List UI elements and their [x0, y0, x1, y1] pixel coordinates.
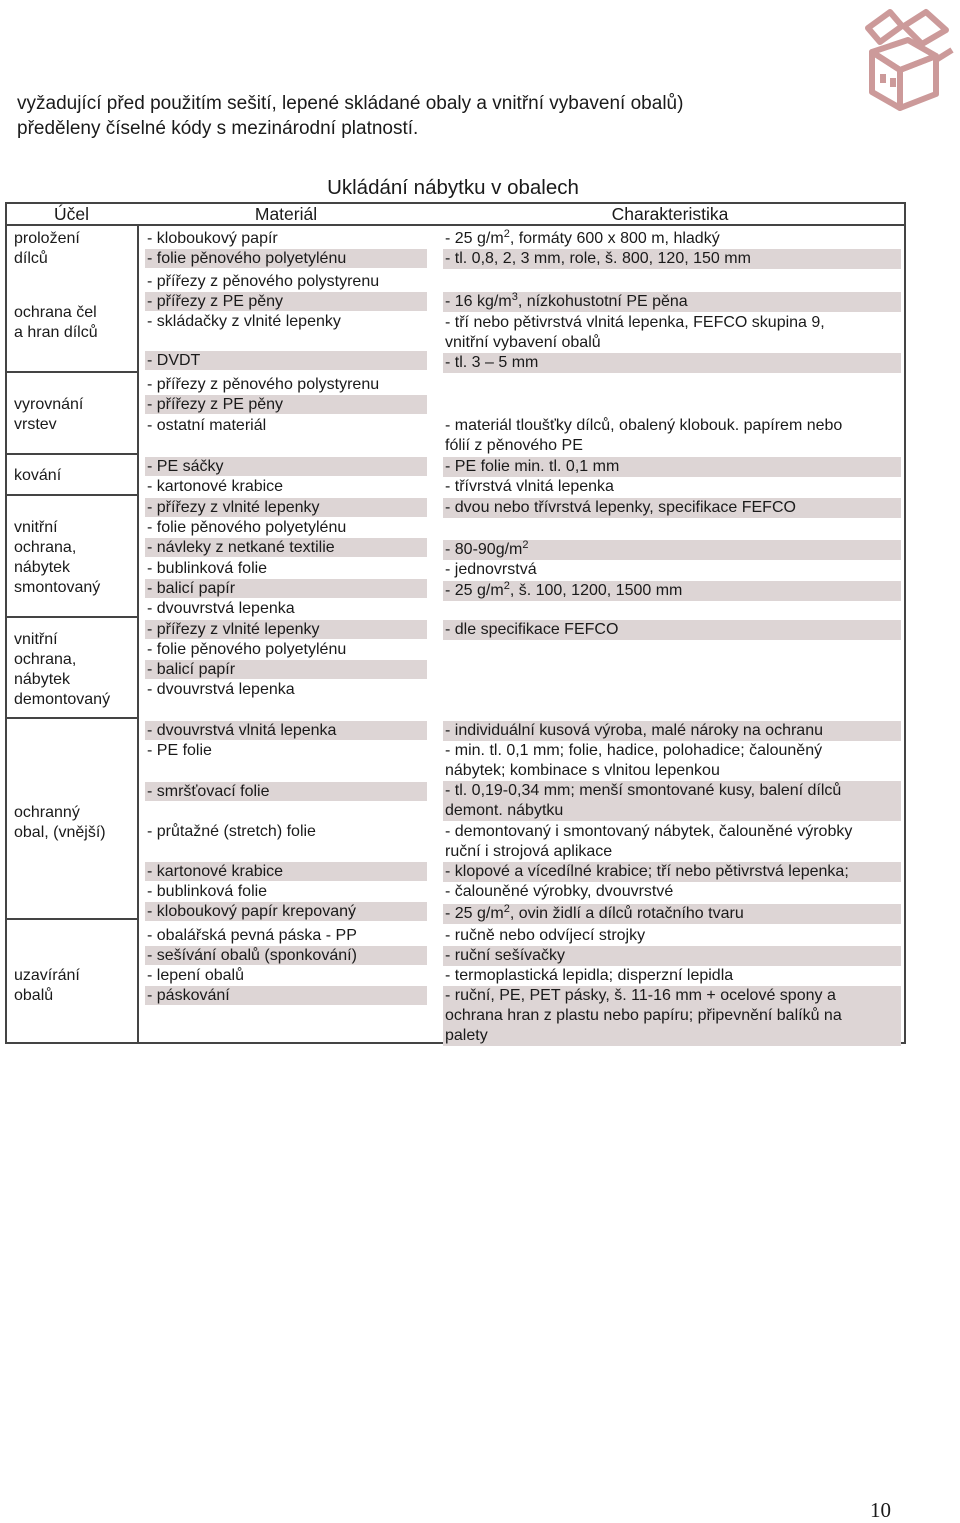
- header-material: Materiál: [254, 204, 318, 224]
- characteristic-item: - individuální kusová výroba, malé nároky na ochranu: [443, 721, 901, 741]
- purpose-cell-fittings: [14, 466, 61, 486]
- purpose-text: vnitřní: [14, 519, 58, 536]
- material-item: - bublinková folie: [147, 560, 268, 577]
- material-item: - páskování: [145, 986, 427, 1005]
- material-item: - dvouvrstvá lepenka: [147, 681, 295, 698]
- material-item: - přířezy z pěnového polystyrenu: [147, 273, 380, 290]
- material-item: - ostatní materiál: [147, 417, 267, 434]
- characteristic-item: nábytek; kombinace s vlnitou lepenkou: [445, 762, 720, 779]
- purpose-cell-leveling: [14, 395, 83, 435]
- characteristic-item: ochrana hran z plastu nebo papíru; připevnění balíků na: [443, 1006, 901, 1026]
- characteristic-item: - tl. 0,8, 2, 3 mm, role, š. 800, 120, 150 mm: [443, 249, 901, 269]
- material-item: - folie pěnového polyetylénu: [145, 249, 427, 268]
- characteristic-item: - tl. 3 – 5 mm: [443, 353, 901, 373]
- material-item: - kloboukový papír krepovaný: [145, 902, 427, 921]
- row-divider: [5, 494, 138, 496]
- material-item: - DVDT: [145, 351, 427, 370]
- purpose-text: vnitřní: [14, 631, 58, 648]
- purpose-cell-inner-assembled: [14, 518, 100, 598]
- characteristic-item: - 25 $g/m^2$, ovin židlí a dílců rotačního tvaru: [443, 904, 901, 924]
- characteristic-item: - jednovrstvá: [445, 561, 537, 578]
- row-divider: [5, 918, 138, 920]
- purpose-text: kování: [14, 467, 62, 484]
- purpose-text: obal, (vnější): [14, 824, 106, 841]
- purpose-text: proložení: [14, 230, 80, 247]
- material-item: - průtažné (stretch) folie: [147, 823, 316, 840]
- characteristic-item: - $80-90g/m^2$: [443, 540, 901, 560]
- purpose-text: vyrovnání: [14, 396, 84, 413]
- purpose-text: demontovaný: [14, 691, 111, 708]
- material-item: - návleky z netkané textilie: [145, 538, 427, 557]
- material-item: - sešívání obalů (sponkování): [145, 946, 427, 965]
- characteristic-item: - ruční sešívačky: [443, 946, 901, 966]
- purpose-text: nábytek: [14, 671, 71, 688]
- material-item: - kartonové krabice: [147, 478, 284, 495]
- intro-line-1: vyžadující před použitím sešití, lepené skládané obaly a vnitřní vybavení obalů): [17, 93, 684, 114]
- box-character-logo-icon: [838, 4, 956, 122]
- purpose-text: nábytek: [14, 559, 71, 576]
- purpose-text: ochrana čel: [14, 304, 97, 321]
- characteristic-item: vnitřní vybavení obalů: [445, 334, 601, 351]
- material-item: - balicí papír: [145, 660, 427, 679]
- header-purpose: Účel: [53, 204, 89, 224]
- purpose-text: a hran dílců: [14, 324, 98, 341]
- purpose-cell-insertion: [14, 229, 80, 269]
- row-divider: [5, 717, 138, 719]
- characteristic-item: - termoplastická lepidla; disperzní lepidla: [445, 967, 734, 984]
- page-number: 10: [870, 1498, 891, 1522]
- characteristic-item: - dvou nebo třívrstvá lepenky, specifikace FEFCO: [443, 498, 901, 518]
- characteristic-item: ruční i strojová aplikace: [445, 843, 613, 860]
- purpose-text: uzavírání: [14, 967, 80, 984]
- characteristic-item: - klopové a vícedílné krabice; tří nebo pětivrstvá lepenka;: [443, 862, 901, 882]
- material-item: - lepení obalů: [147, 967, 244, 984]
- material-item: - přířezy z PE pěny: [145, 395, 427, 414]
- purpose-text: smontovaný: [14, 579, 101, 596]
- characteristic-item: - materiál tloušťky dílců, obalený klobouk. papírem nebo: [445, 417, 843, 434]
- purpose-text: ochranný: [14, 804, 80, 821]
- material-item: - kartonové krabice: [145, 862, 427, 881]
- characteristic-item: - tří nebo pětivrstvá vlnitá lepenka, FEFCO skupina 9,: [445, 314, 825, 331]
- characteristic-item: - ručně nebo odvíjecí strojky: [445, 927, 646, 944]
- purpose-cell-closing: [14, 966, 80, 1006]
- header-characteristic: Charakteristika: [611, 204, 729, 224]
- purpose-text: obalů: [14, 987, 54, 1004]
- characteristic-item: - 16 $kg/m^3$, nízkohustotní PE pěna: [443, 292, 901, 312]
- material-item: - PE sáčky: [145, 457, 427, 476]
- column-divider-purpose: [137, 224, 139, 1044]
- row-divider: [5, 371, 138, 373]
- purpose-cell-inner-disassembled: [14, 630, 110, 710]
- characteristic-item: - třívrstvá vlnitá lepenka: [445, 478, 614, 495]
- material-item: - dvouvrstvá lepenka: [147, 600, 295, 617]
- characteristic-item: - 25 $g/m^2$, š. 100, 1200, 1500 mm: [443, 581, 901, 601]
- material-item: - folie pěnového polyetylénu: [147, 641, 347, 658]
- material-item: - dvouvrstvá vlnitá lepenka: [145, 721, 427, 740]
- material-item: - přířezy z vlnité lepenky: [145, 498, 427, 517]
- characteristic-item: - 25 $g/m^2$, formáty 600 x 800 m, hladký: [445, 228, 720, 247]
- characteristic-item: - demontovaný i smontovaný nábytek, čalouněné výrobky: [445, 823, 853, 840]
- material-item: - folie pěnového polyetylénu: [147, 519, 347, 536]
- material-item: - smršťovací folie: [145, 782, 427, 801]
- material-item: - přířezy z pěnového polystyrenu: [147, 376, 380, 393]
- characteristic-item: palety: [443, 1026, 901, 1046]
- purpose-text: dílců: [14, 250, 48, 267]
- characteristic-item: demont. nábytku: [443, 801, 901, 821]
- intro-line-2: předěleny číselné kódy s mezinárodní platností.: [17, 118, 419, 139]
- purpose-text: ochrana,: [14, 539, 77, 556]
- row-divider: [5, 453, 138, 455]
- characteristic-item: - ruční, PE, PET pásky, š. 11-16 mm + ocelové spony a: [443, 986, 901, 1006]
- row-divider: [5, 616, 138, 618]
- material-item: - přířezy z vlnité lepenky: [145, 620, 427, 639]
- characteristic-item: - dle specifikace FEFCO: [443, 620, 901, 640]
- purpose-text: vrstev: [14, 416, 57, 433]
- purpose-cell-outer-wrapping: [14, 803, 106, 843]
- material-item: - PE folie: [147, 742, 212, 759]
- material-item: - přířezy z PE pěny: [145, 292, 427, 311]
- characteristic-item: - tl. 0,19-0,34 mm; menší smontované kusy, balení dílců: [443, 781, 901, 801]
- material-item: - obalářská pevná páska - PP: [147, 927, 357, 944]
- characteristic-item: - PE folie min. tl. 0,1 mm: [443, 457, 901, 477]
- material-item: - kloboukový papír: [147, 230, 278, 247]
- material-item: - bublinková folie: [147, 883, 268, 900]
- purpose-text: ochrana,: [14, 651, 77, 668]
- material-item: - balicí papír: [145, 579, 427, 598]
- purpose-cell-edge-protection: [14, 303, 98, 343]
- characteristic-item: - čalouněné výrobky, dvouvrstvé: [445, 883, 674, 900]
- material-item: - skládačky z vlnité lepenky: [147, 313, 341, 330]
- characteristic-item: - min. tl. 0,1 mm; folie, hadice, polohadice; čalouněný: [445, 742, 823, 759]
- characteristic-item: fólií z pěnového PE: [445, 437, 583, 454]
- table-title: Ukládání nábytku v obalech: [327, 176, 579, 199]
